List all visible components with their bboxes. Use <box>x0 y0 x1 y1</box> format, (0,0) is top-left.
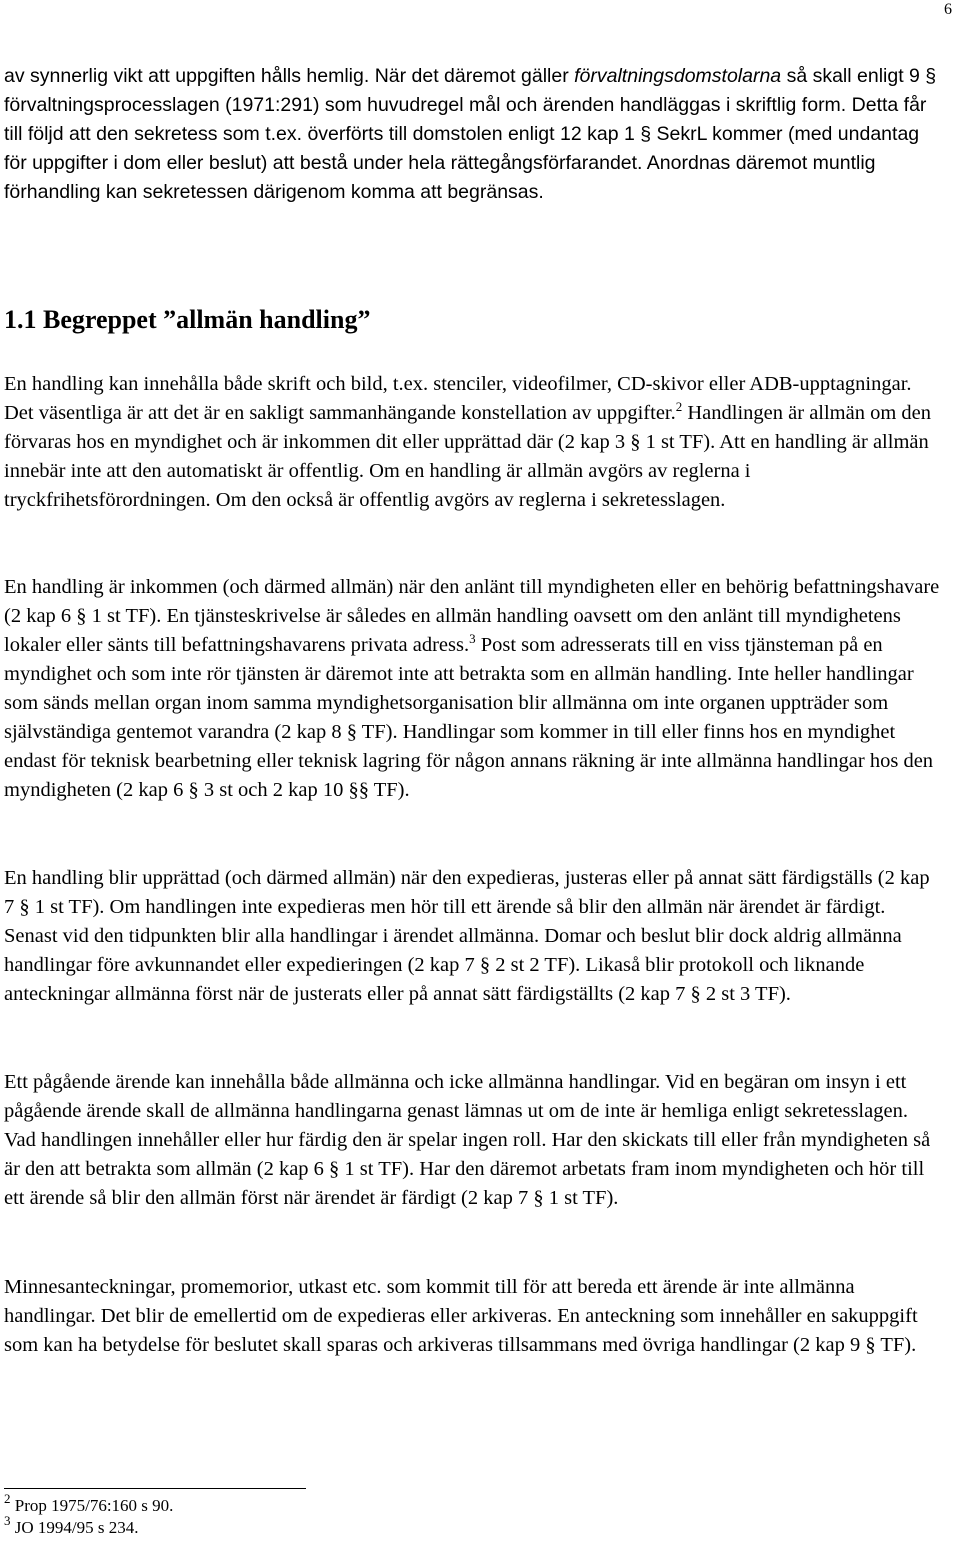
footnote-2-number: 2 <box>4 1491 11 1506</box>
paragraph-definition-text-a: En handling kan innehålla både skrift och bild, t.ex. stenciler, videofilmer, CD-skivor eller ADB-upptagningar. Det väsentliga är att det är en sakligt sammanhängande konstellation av uppgifter. <box>4 373 912 424</box>
intro-italic-term: förvaltningsdomstolarna <box>574 65 782 87</box>
footnote-divider <box>4 1488 306 1489</box>
footnote-ref-2: 2 <box>675 399 683 414</box>
intro-text-start: av synnerlig vikt att uppgiften hålls hemlig. När det däremot gäller <box>4 65 575 87</box>
paragraph-inkommen-text-a: En handling är inkommen (och därmed allmän) när den anlänt till myndigheten eller en behörig befattningshavare (2 kap 6 § 1 st TF). En tjänsteskrivelse är således en allmän handling oavsett om den anlänt till myndighetens lokaler eller sänts till befattningshavarens privata adress. <box>4 576 940 656</box>
intro-text-rest: så skall enligt 9 § förvaltningsprocesslagen (1971:291) som huvudregel mål och ärenden handläggas i skriftlig form. Detta får till följd att den sekretess som t.ex. överförts till domstolen enligt 12 kap 1 § SekrL kommer (med undantag för uppgifter i dom eller beslut) att bestå under hela rättegångsförfarandet. Anordnas däremot muntlig förhandling kan sekretessen därigenom komma att begränsas. <box>4 65 937 203</box>
footnote-ref-3: 3 <box>469 631 476 646</box>
intro-paragraph <box>4 62 944 207</box>
paragraph-inkommen <box>4 573 944 805</box>
paragraph-upprattad: En handling blir upprättad (och därmed allmän) när den expedieras, justeras eller på annat sätt färdigställs (2 kap 7 § 1 st TF). Om handlingen inte expedieras men hör till ett ärende så blir den allmän när ärendet är färdigt. Senast vid den tidpunkten blir alla handlingar i ärendet allmänna. Domar och beslut blir dock aldrig allmänna handlingar före avkunnandet eller expedieringen (2 kap 7 § 2 st 2 TF). Likaså blir protokoll och liknande anteckningar allmänna först när de justerats eller på annat sätt färdigställts (2 kap 7 § 2 st 3 TF). <box>4 867 930 1005</box>
paragraph-definition-text-b: Handlingen är allmän om den förvaras hos en myndighet och är inkommen dit eller upprättad där (2 kap 3 § 1 st TF). Att en handling är allmän innebär inte att den automatiskt är offentlig. Om en handling är allmän avgörs av reglerna i tryckfrihetsförordningen. Om den också är offentlig avgörs av reglerna i sekretesslagen. <box>4 402 932 511</box>
footnote-3 <box>4 1513 139 1538</box>
footnote-3-number: 3 <box>4 1513 11 1528</box>
footnote-2 <box>4 1491 174 1516</box>
paragraph-definition <box>4 370 944 515</box>
paragraph-inkommen-text-b: Post som adresserats till en viss tjänsteman på en myndighet och som inte rör tjänsten är däremot inte att betrakta som en allmän handling. Inte heller handlingar som sänds mellan organ inom samma myndighetsorganisation blir allmänna om inte organen uppträder som självständiga gentemot varandra (2 kap 8 § TF). Handlingar som kommer in till eller finns hos en myndighet endast för teknisk bearbetning eller teknisk lagring för någon annans räkning är inte allmänna handlingar hos den myndigheten (2 kap 6 § 3 st och 2 kap 10 §§ TF). <box>4 634 934 801</box>
footnote-3-text: JO 1994/95 s 234. <box>10 1518 139 1537</box>
paragraph-pagaende-arende: Ett pågående ärende kan innehålla både allmänna och icke allmänna handlingar. Vid en begäran om insyn i ett pågående ärende skall de allmänna handlingarna genast lämnas ut om de inte är hemliga enligt sekretesslagen. Vad handlingen innehåller eller hur färdig den är spelar ingen roll. Har den skickats till eller från myndigheten så är den att betrakta som allmän (2 kap 6 § 1 st TF). Har den däremot arbetats fram inom myndigheten och hör till ett ärende så blir den allmän först när ärendet är färdigt (2 kap 7 § 1 st TF). <box>4 1071 931 1209</box>
page-number: 6 <box>944 1 952 18</box>
paragraph-minnesanteckningar: Minnesanteckningar, promemorior, utkast etc. som kommit till för att bereda ett ärende är inte allmänna handlingar. Det blir de emellertid om de expedieras eller arkiveras. En anteckning som innehåller en sakuppgift som kan ha betydelse för beslutet skall sparas och arkiveras tillsammans med övriga handlingar (2 kap 9 § TF). <box>4 1276 918 1356</box>
footnote-2-text: Prop 1975/76:160 s 90. <box>10 1496 174 1515</box>
section-heading: 1.1 Begreppet ”allmän handling” <box>4 305 371 334</box>
